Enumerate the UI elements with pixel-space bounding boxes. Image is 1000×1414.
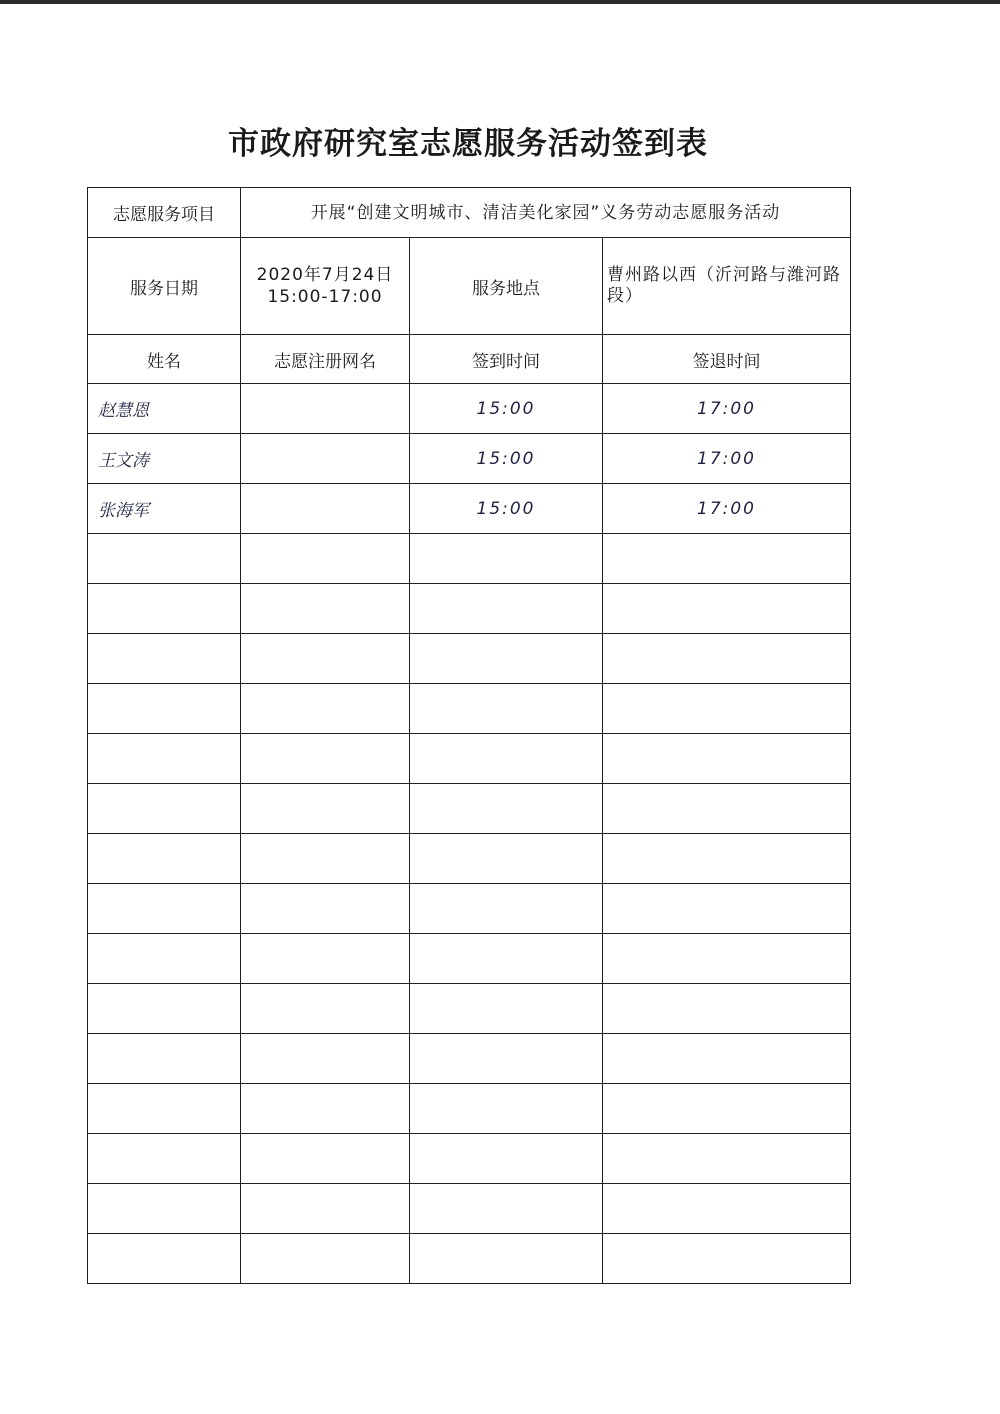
- signature-name: 张海军: [88, 484, 241, 534]
- empty-cell: [241, 834, 410, 884]
- empty-row: [88, 1134, 851, 1184]
- empty-row: [88, 984, 851, 1034]
- signin-time: 15:00: [410, 434, 603, 484]
- project-label: 志愿服务项目: [88, 188, 241, 238]
- empty-cell: [241, 1084, 410, 1134]
- empty-cell: [410, 1234, 603, 1284]
- empty-cell: [241, 884, 410, 934]
- empty-cell: [241, 784, 410, 834]
- empty-cell: [410, 734, 603, 784]
- col-netname: 志愿注册网名: [241, 335, 410, 384]
- service-location: 曹州路以西（沂河路与潍河路段）: [603, 238, 851, 335]
- netname-cell: [241, 484, 410, 534]
- table-row: [88, 384, 851, 434]
- empty-cell: [241, 1134, 410, 1184]
- empty-cell: [410, 1184, 603, 1234]
- empty-cell: [88, 584, 241, 634]
- empty-cell: [410, 1134, 603, 1184]
- empty-row: [88, 1234, 851, 1284]
- netname-cell: [241, 434, 410, 484]
- empty-cell: [88, 834, 241, 884]
- empty-cell: [603, 884, 851, 934]
- empty-row: [88, 934, 851, 984]
- empty-cell: [88, 684, 241, 734]
- empty-cell: [603, 1034, 851, 1084]
- empty-cell: [88, 1234, 241, 1284]
- empty-cell: [241, 984, 410, 1034]
- empty-cell: [410, 1084, 603, 1134]
- col-signout: 签退时间: [603, 335, 851, 384]
- empty-cell: [603, 934, 851, 984]
- empty-cell: [88, 734, 241, 784]
- empty-cell: [410, 684, 603, 734]
- empty-cell: [88, 1034, 241, 1084]
- empty-row: [88, 834, 851, 884]
- column-header-row: [88, 335, 851, 384]
- empty-cell: [241, 1184, 410, 1234]
- empty-cell: [410, 1034, 603, 1084]
- empty-cell: [88, 984, 241, 1034]
- empty-cell: [603, 734, 851, 784]
- empty-row: [88, 1184, 851, 1234]
- empty-cell: [241, 584, 410, 634]
- signout-time: 17:00: [603, 434, 851, 484]
- col-signin: 签到时间: [410, 335, 603, 384]
- empty-cell: [241, 684, 410, 734]
- signin-time: 15:00: [410, 484, 603, 534]
- signature-name: 赵慧恩: [88, 384, 241, 434]
- empty-cell: [603, 784, 851, 834]
- empty-cell: [241, 1034, 410, 1084]
- empty-row: [88, 1084, 851, 1134]
- signout-time: 17:00: [603, 384, 851, 434]
- empty-cell: [603, 984, 851, 1034]
- table-row: [88, 484, 851, 534]
- empty-cell: [410, 834, 603, 884]
- project-value: 开展“创建文明城市、清洁美化家园”义务劳动志愿服务活动: [241, 188, 851, 238]
- page-title: 市政府研究室志愿服务活动签到表: [228, 126, 708, 162]
- empty-cell: [410, 984, 603, 1034]
- service-date-label: 服务日期: [88, 238, 241, 335]
- empty-cell: [410, 784, 603, 834]
- empty-cell: [241, 634, 410, 684]
- empty-cell: [241, 1234, 410, 1284]
- empty-cell: [88, 784, 241, 834]
- empty-cell: [603, 634, 851, 684]
- empty-cell: [88, 534, 241, 584]
- empty-cell: [88, 1134, 241, 1184]
- empty-row: [88, 684, 851, 734]
- empty-cell: [603, 1084, 851, 1134]
- signature-name: 王文涛: [88, 434, 241, 484]
- empty-cell: [241, 734, 410, 784]
- service-time: 15:00-17:00: [267, 287, 383, 307]
- netname-cell: [241, 384, 410, 434]
- empty-cell: [410, 934, 603, 984]
- empty-row: [88, 634, 851, 684]
- empty-row: [88, 1034, 851, 1084]
- empty-cell: [410, 884, 603, 934]
- service-date: 2020年7月24日: [256, 265, 394, 285]
- empty-row: [88, 784, 851, 834]
- empty-cell: [603, 584, 851, 634]
- empty-cell: [603, 834, 851, 884]
- empty-cell: [88, 634, 241, 684]
- empty-cell: [410, 534, 603, 584]
- scan-edge: [0, 0, 1000, 4]
- empty-cell: [410, 584, 603, 634]
- project-row: [88, 188, 851, 238]
- empty-cell: [88, 884, 241, 934]
- service-date-cell: [241, 238, 410, 335]
- empty-row: [88, 584, 851, 634]
- signin-table: [87, 187, 851, 1284]
- empty-cell: [241, 534, 410, 584]
- empty-cell: [603, 1234, 851, 1284]
- empty-cell: [88, 934, 241, 984]
- signin-time: 15:00: [410, 384, 603, 434]
- table-row: [88, 434, 851, 484]
- empty-cell: [603, 534, 851, 584]
- empty-cell: [603, 684, 851, 734]
- empty-cell: [410, 634, 603, 684]
- signout-time: 17:00: [603, 484, 851, 534]
- service-row: [88, 238, 851, 335]
- empty-cell: [603, 1134, 851, 1184]
- empty-cell: [88, 1184, 241, 1234]
- empty-cell: [603, 1184, 851, 1234]
- empty-row: [88, 734, 851, 784]
- service-location-label: 服务地点: [410, 238, 603, 335]
- col-name: 姓名: [88, 335, 241, 384]
- empty-cell: [241, 934, 410, 984]
- empty-row: [88, 884, 851, 934]
- empty-row: [88, 534, 851, 584]
- empty-cell: [88, 1084, 241, 1134]
